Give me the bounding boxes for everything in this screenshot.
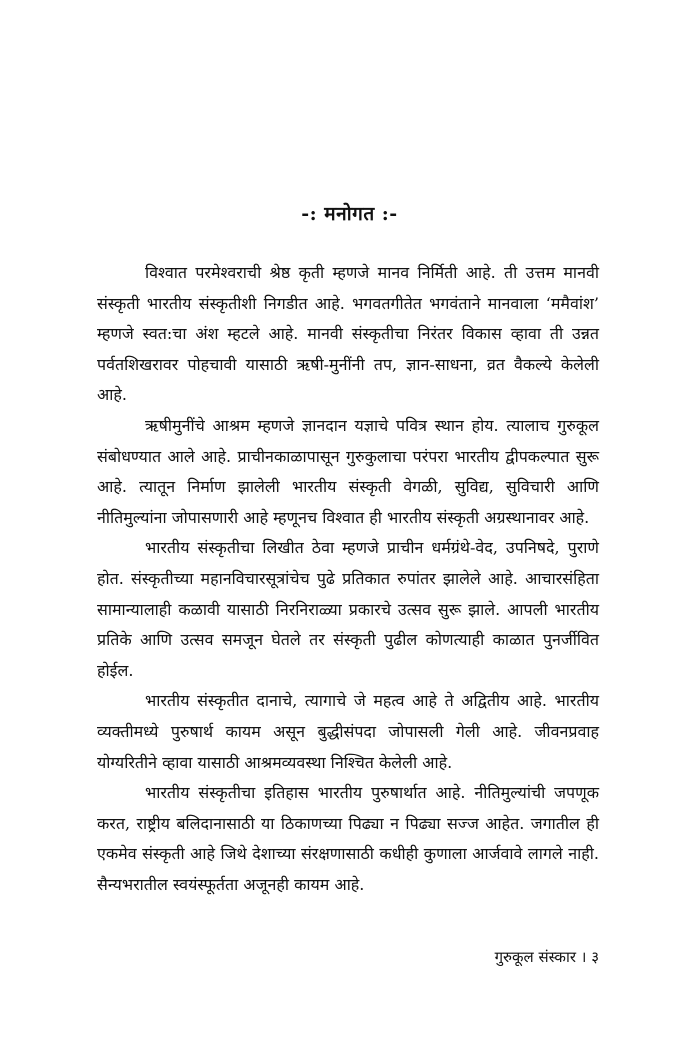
paragraph-3: भारतीय संस्कृतीचा लिखीत ठेवा म्हणजे प्राचीन धर्मग्रंथे-वेद, उपनिषदे, पुराणे होत. संस्कृतीच्या महानविचारसूत्रांचेच पुढे प्रतिकात रुपांतर झालेले आहे. आचारसंहिता सामान्यालाही कळावी यासाठी निरनिराळ्या प्रकारचे उत्सव सुरू झाले. आपली भारतीय प्रतिके आणि उत्सव समजून घेतले तर संस्कृती पुढील कोणत्याही काळात पुनर्जीवित होईल. — [97, 538, 599, 680]
paragraph-2: ऋषीमुनींचे आश्रम म्हणजे ज्ञानदान यज्ञाचे पवित्र स्थान होय. त्यालाच गुरुकूल संबोधण्यात आले आहे. प्राचीनकाळापासून गुरुकुलाचा परंपरा भारतीय द्वीपकल्पात सुरू आहे. त्यातून निर्माण झालेली भारतीय संस्कृती वेगळी, सुविद्य, सुविचारी आणि नीतिमुल्यांना जोपासणारी आहे म्हणूनच विश्वात ही भारतीय संस्कृती अग्रस्थानावर आहे. — [97, 415, 599, 527]
page-footer: गुरुकूल संस्कार । ३ — [494, 948, 599, 966]
page-title: -: मनोगत :- — [301, 203, 398, 225]
body-text — [97, 258, 599, 900]
paragraph-1: विश्वात परमेश्वराची श्रेष्ठ कृती म्हणजे मानव निर्मिती आहे. ती उत्तम मानवी संस्कृती भारतीय संस्कृतीशी निगडीत आहे. भगवतगीतेत भगवंताने मानवाला ‘ममैवांश’ म्हणजे स्वत:चा अंश म्हटले आहे. मानवी संस्कृतीचा निरंतर विकास व्हावा ती उन्नत पर्वतशिखरावर पोहचावी यासाठी ऋषी-मुनींनी तप, ज्ञान-साधना, व्रत वैकल्ये केलेली आहे. — [97, 263, 599, 405]
paragraph-5: भारतीय संस्कृतीचा इतिहास भारतीय पुरुषार्थात आहे. नीतिमुल्यांची जपणूक करत, राष्ट्रीय बलिदानासाठी या ठिकाणच्या पिढ्या न पिढ्या सज्ज आहेत. जगातील ही एकमेव संस्कृती आहे जिथे देशाच्या संरक्षणासाठी कधीही कुणाला आर्जवावे लागले नाही. सैन्यभरातील स्वयंस्फूर्तता अजूनही कायम आहे. — [97, 783, 599, 894]
paragraph-4: भारतीय संस्कृतीत दानाचे, त्यागाचे जे महत्व आहे ते अद्वितीय आहे. भारतीय व्यक्तीमध्ये पुरुषार्थ कायम असून बुद्धीसंपदा जोपासली गेली आहे. जीवनप्रवाह योग्यरितीने व्हावा यासाठी आश्रमव्यवस्था निश्चित केलेली आहे. — [97, 691, 599, 772]
